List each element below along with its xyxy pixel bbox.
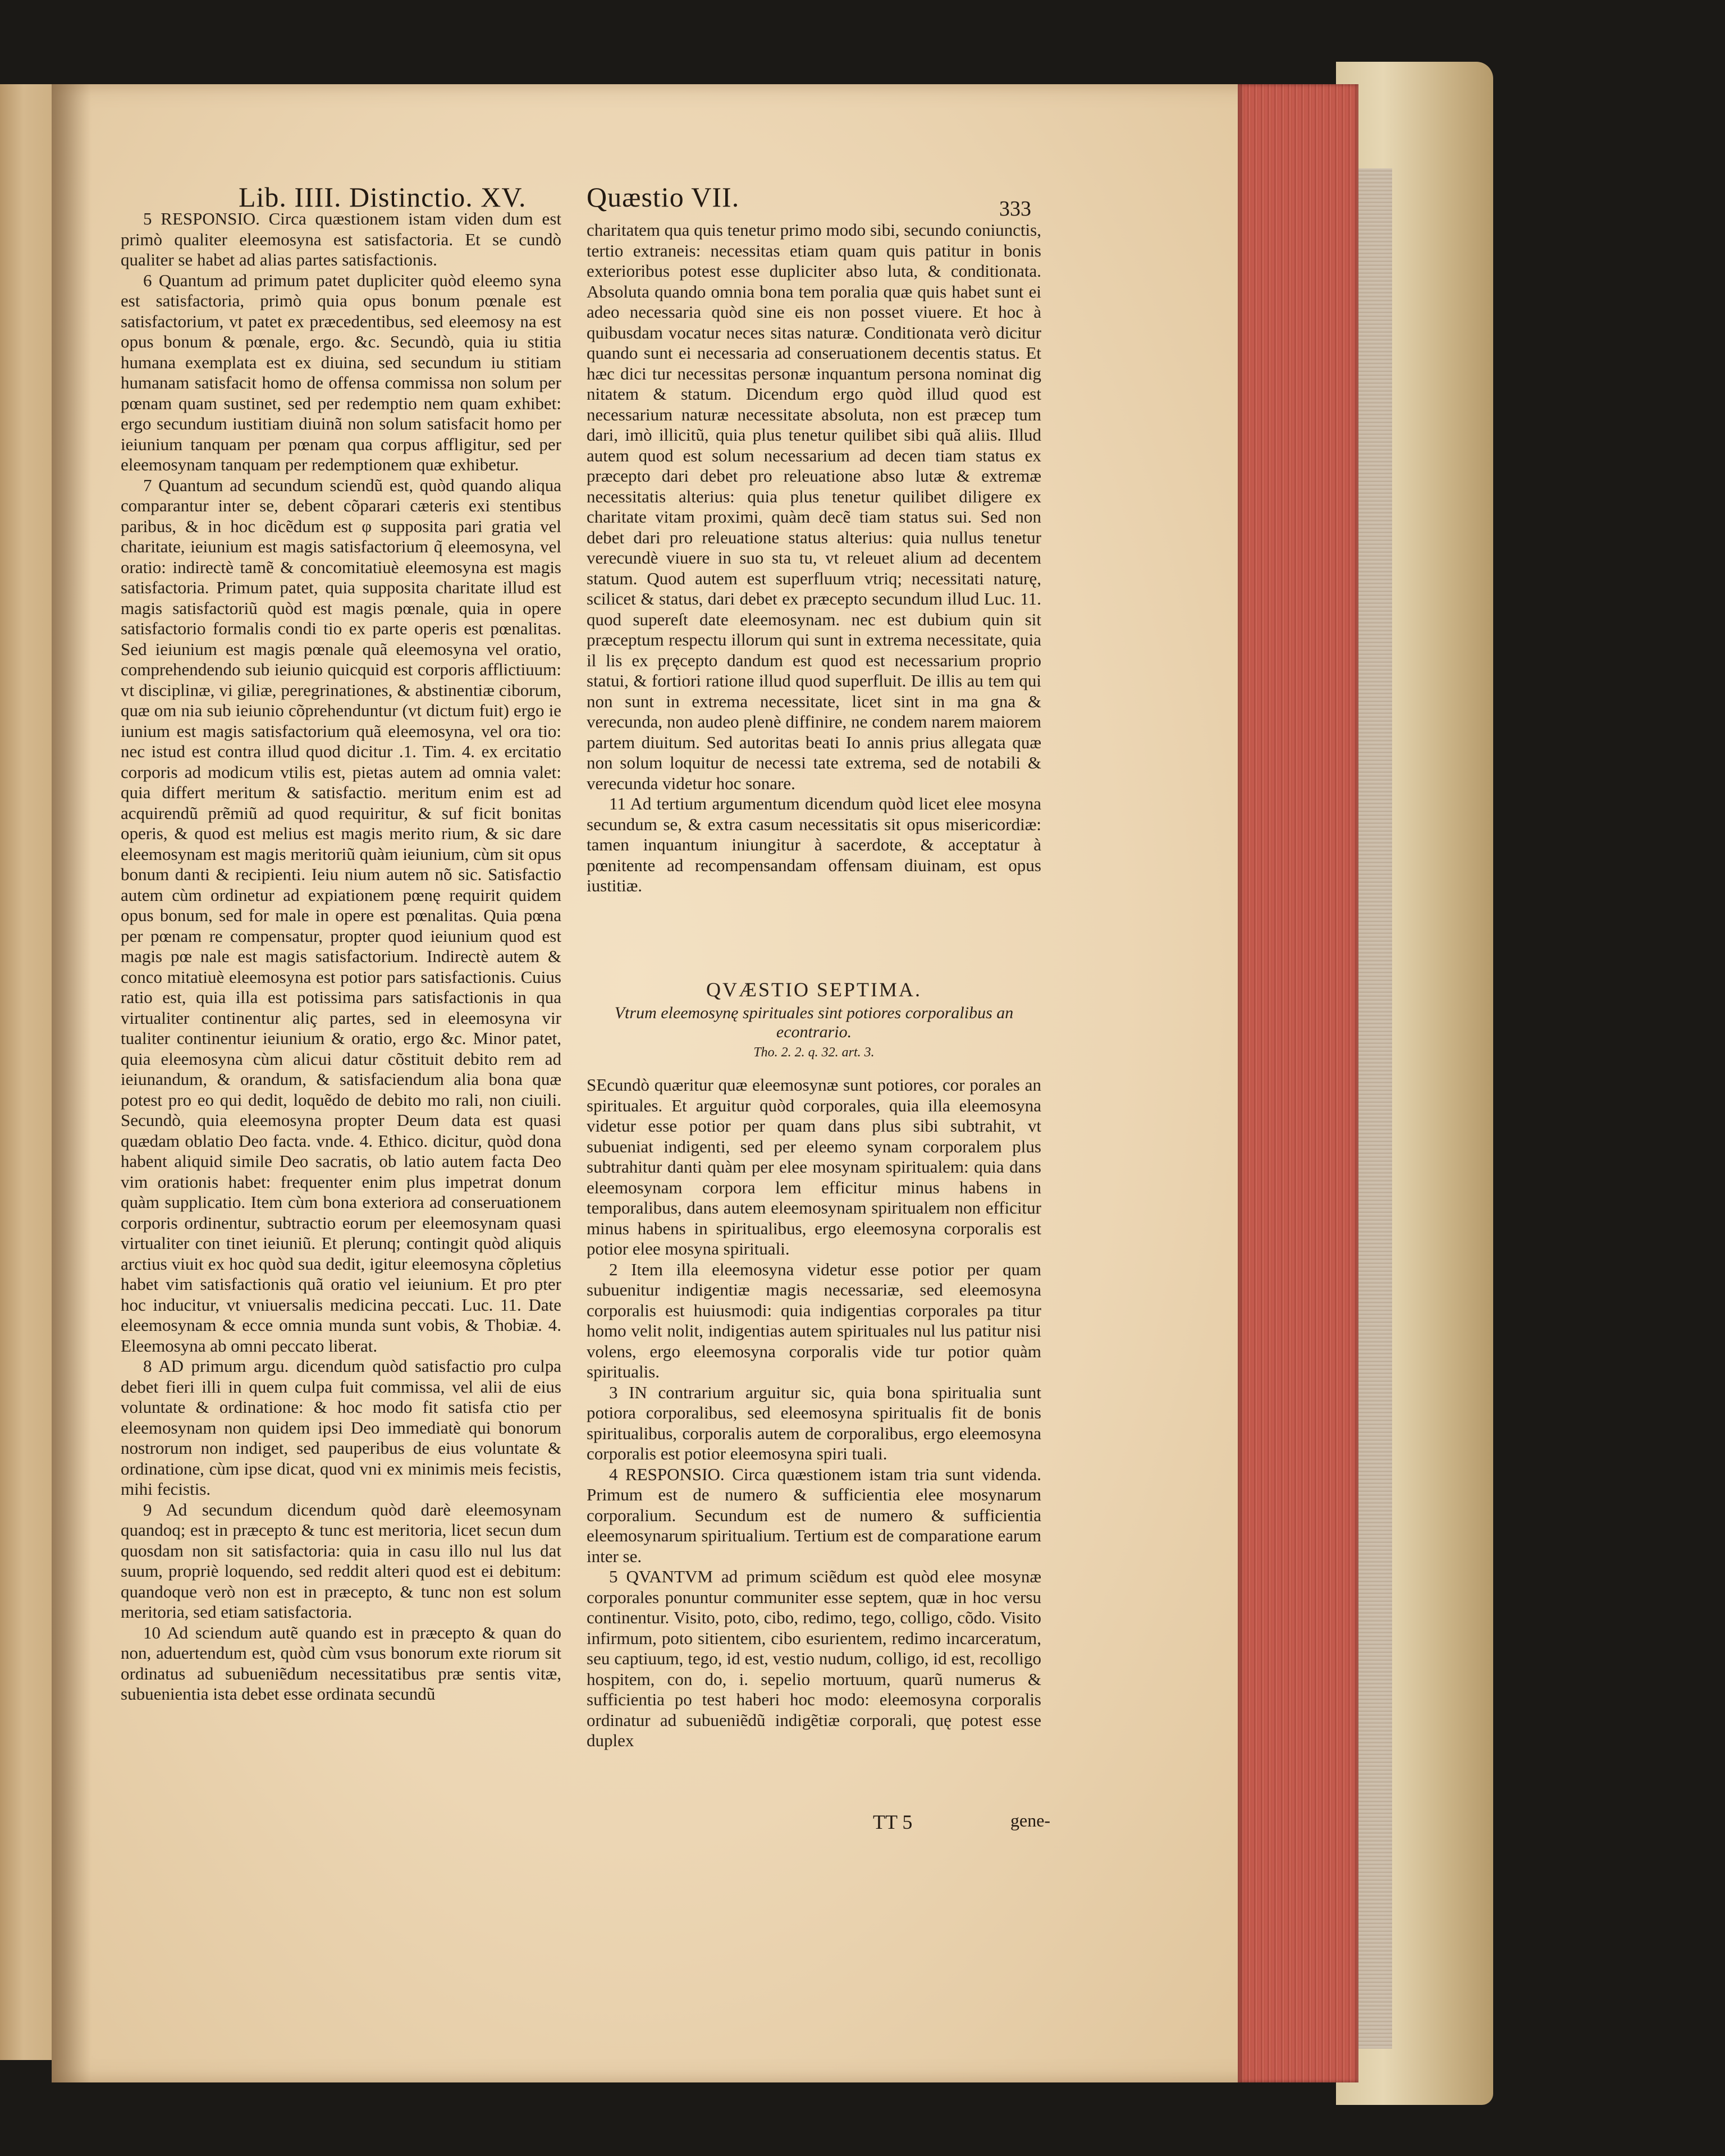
page-number: 333 (999, 197, 1031, 221)
paragraph: 8 AD primum argu. dicendum quòd satisfactio pro culpa debet fieri illi in quem culpa fuit commissa, vel alii de eius voluntate & ordinatione: & hoc modo fit satisfa ctio per eleemosynam non quidem ipsi Deo immediatè qui bonorum nostrorum non indiget, sed pauperibus de eius voluntate & ordinatione, cùm ipse dicat, quod vni ex minimis meis fecistis, mihi fecistis. (121, 1356, 561, 1499)
catchword: gene- (1010, 1810, 1051, 1830)
paragraph: charitatem qua quis tenetur primo modo sibi, secundo coniunctis, tertio extraneis: necessitas etiam quam quis patitur in bonis exterioribus potest esse dupliciter abso luta, & conditionata. Absoluta quando omnia bona tem poralia quæ quis habet sunt ei adeo necessaria quòd sine eis non posset viuere. Et hoc à quibusdam vocatur neces sitas naturæ. Conditionata verò dicitur quando sunt ei necessaria ad conseruationem decentis status. Et hæc dici tur necessitas personæ inquantum persona nominat dig nitatem & statum. Dicendum ergo quòd illud quod est necessarium naturæ necessitate absoluta, non est præcep tum dari, imò illicitũ, quia plus tenetur quilibet sibi quã aliis. Illud autem quod est solum necessarium ad decen tiam status ex præcepto dari debet pro releuatione abso lutæ & extremæ necessitatis alterius: quia plus tenetur quilibet diligere ex charitate vitam proximi, quàm decẽ tiam status sui. Sed non debet dari pro releuatione status alterius: quia nullus tenetur verecundè viuere in suo sta tu, vt releuet alium ad decentem statum. Quod autem est superfluum vtriq; necessitati naturę, scilicet & status, dari debet ex præcepto secundum illud Luc. 11. quod supereſt date eleemosynam. nec est dubium quin sit præceptum respectu illorum qui sunt in extrema necessitate, quia il lis ex pręcepto dandum est quod est necessarium proprio statui, & fortiori ratione illud quod superfluit. De illis au tem qui non sunt in extrema necessitate, licet sint in ma gna & verecunda, non audeo plenè diffinire, ne condem narem maiorem partem diuitum. Sed autoritas beati Io annis prius allegata quæ non solum loquitur de necessi tate extrema, sed de notabili & verecunda videtur hoc sonare. (587, 220, 1041, 793)
paragraph: 6 Quantum ad primum patet dupliciter quòd eleemo syna est satisfactoria, primò quia opus bonum pœnale est satisfactorium, vt patet ex præcedentibus, sed eleemosy na est opus bonum & pœnale, ergo. &c. Secundò, quia iu stitia humana exemplata est ex diuina, sed secundum iu stitiam humanam satisfacit homo de offensa commissa non solum per pœnam quam sustinet, sed per redemptio nem quam exhibet: ergo secundum iustitiam diuinã non solum satisfacit homo per ieiunium tanquam per pœnam qua corpus affligitur, sed per eleemosynam tanquam per redemptionem quæ exhibetur. (121, 270, 561, 474)
running-head-left: Lib. IIII. Distinctio. XV. (239, 181, 527, 213)
paragraph: 11 Ad tertium argumentum dicendum quòd licet elee mosyna secundum se, & extra casum necessitatis sit opus misericordiæ: tamen inquantum iniungitur à sacerdote, & acceptatur à pœnitente ad recompensandam offensam diuinam, est opus iustitiæ. (587, 794, 1041, 895)
paragraph: 9 Ad secundum dicendum quòd darè eleemosynam quandoq; est in præcepto & tunc est meritoria, licet secun dum quosdam non sit satisfactoria: quia in casu illo nul lus dat suum, propriè loquendo, sed reddit alteri quod est ei debitum: quandoque verò non est in præcepto, & tunc non est solum meritoria, sed etiam satisfactoria. (121, 1499, 561, 1622)
paragraph: 2 Item illa eleemosyna videtur esse potior per quam subuenitur indigentiæ magis necessariæ, sed eleemosyna corporalis est huiusmodi: quia indigentias corporales pa titur homo velit nolit, indigentias autem spirituales nul lus patitur nisi volens, ergo eleemosyna corporalis vide tur potior quàm spiritualis. (587, 1259, 1041, 1381)
question-title: QVÆSTIO SEPTIMA. (706, 978, 922, 1001)
signature-mark: TT 5 (873, 1811, 913, 1833)
running-head-right: Quæstio VII. (587, 181, 740, 213)
paragraph: SEcundò quæritur quæ eleemosynæ sunt potiores, cor porales an spirituales. Et arguitur quòd corporales, quia illa eleemosyna videtur esse potior per quam dans plus sibi subtrahit, vt subueniat indigenti, sed per eleemo synam corporalem plus subtrahitur danti quàm per elee mosynam spiritualem: quia dans eleemosynam corpora lem efficitur minus habens in temporalibus, dans autem eleemosynam spiritualem non efficitur minus habens in spiritualibus, ergo eleemosyna corporalis est potior elee mosyna spirituali. (587, 1075, 1041, 1258)
cover-lining (1358, 168, 1392, 2049)
paragraph: 7 Quantum ad secundum sciendũ est, quòd quando aliqua comparantur inter se, debent cõparari cæteris exi stentibus paribus, & in hoc dicẽdum est φ supposita pari gratia vel charitate, ieiunium est magis satisfactorium q̃ eleemosyna, vel oratio: indirectè tamẽ & concomitatiuè eleemosyna est magis satisfactoria. Primum patet, quia supposita charitate illud est magis satisfactoriũ quòd est magis pœnale, quia in opere satisfactorio formalis condi tio ex parte operis est pœnalitas. Sed ieiunium est magis pœnale quã eleemosyna vel oratio, comprehendendo sub ieiunio quicquid est corporis afflictiuum: vt disciplinæ, vi giliæ, peregrinationes, & abstinentiæ ciborum, quæ om nia sub ieiunio cõprehenduntur (vt dictum fuit) ergo ie iunium est magis satisfactorium quã eleemosyna, vel ora tio: nec istud est contra illud quod dicitur .1. Tim. 4. ex ercitatio corporis ad modicum vtilis est, pietas autem ad omnia valet: quia differt meritum & satisfactio. meritum enim est ad acquirendũ prẽmiũ ad quod requiritur, & suf ficit bonitas operis, & quod est melius est magis merito rium, & sic dare eleemosynam est magis meritoriũ quàm ieiunium, cùm sit opus bonum danti & recipienti. Ieiu nium autem nõ sic. Satisfactio autem cùm ordinetur ad expiationem pœnę requirit quidem opus bonum, sed for male in opere est pœnalitas. Quia pœna per pœnam re compensatur, propter quod ieiunium quod est magis pœ nale est magis satisfactorium. Indirectè autem & conco mitatiuè eleemosyna est potior pars satisfactionis. Cuius ratio est, quia illa est potissima pars satisfactionis in qua virtualiter continentur aliç partes, sed in eleemosyna vir tualiter continentur ieiunium & oratio, ergo &c. Minor patet, quia eleemosyna cùm alicui datur cõstituit debito rem ad ieiunandum, & orandum, & satisfaciendum alia bona quæ potest pro eo qui dedit, loquẽdo de debito mo rali, non ciuili. Secundò, quia eleemosyna propter Deum data est quasi quædam oblatio Deo facta. vnde. 4. Ethico. dicitur, quòd dona habent aliquid simile Deo sacratis, ob latio autem facta Deo vim orationis habet: frequenter enim plus impetrat donum quàm supplicatio. Item cùm bona exteriora ad conseruationem corporis ordinentur, subtractio eorum per eleemosynam quasi virtualiter con tinet ieiuniũ. Et plerunq; contingit quòd aliquis arctius viuit ex hoc quòd sua dedit, igitur eleemosyna cõpletius habet vim satisfactionis quã oratio vel ieiunium. Et pro pter hoc inducitur, vt vniuersalis medicina peccati. Luc. 11. Date eleemosynam & ecce omnia munda sunt vobis, & Thobiæ. 4. Eleemosyna ab omni peccato liberat. (121, 475, 561, 1356)
right-text-column-top (587, 220, 1041, 896)
paragraph: 5 RESPONSIO. Circa quæstionem istam viden dum est primò qualiter eleemosyna est satisfactoria. Et se cundò qualiter se habet ad alias partes satisfactionis. (121, 209, 561, 269)
question-reference: Tho. 2. 2. q. 32. art. 3. (753, 1045, 875, 1060)
right-text-column-bottom (587, 1075, 1041, 1751)
question-subtitle: Vtrum eleemosynę spirituales sint potiores corporalibus an econtrario. (614, 1004, 1014, 1041)
left-text-column (121, 209, 561, 1705)
paragraph: 5 QVANTVM ad primum sciẽdum est quòd elee mosynæ corporales ponuntur communiter esse septem, quæ in hoc versu continentur. Visito, poto, cibo, redimo, tego, colligo, cõdo. Visito infirmum, poto sitientem, cibo esurientem, redimo incarceratum, seu captiuum, tego, id est, vestio nudum, colligo, id est, recolligo hospitem, con do, i. sepelio mortuum, quarũ numerus & sufficientia po test haberi hoc modo: eleemosyna corporalis ordinatur ad subueniẽdũ indigẽtiæ corporali, quę potest esse duplex (587, 1567, 1041, 1750)
paragraph: 3 IN contrarium arguitur sic, quia bona spiritualia sunt potiora corporalibus, sed eleemosyna spiritualis fit de bonis spiritualibus, corporalis autem de corporalibus, ergo eleemosyna corporalis est potior eleemosyna spiri tuali. (587, 1382, 1041, 1463)
red-page-edges (1238, 84, 1358, 2082)
paragraph: 4 RESPONSIO. Circa quæstionem istam tria sunt videnda. Primum est de numero & sufficientia elee mosynarum corporalium. Secundum est de numero & sufficientia eleemosynarum spiritualium. Tertium est de comparatione earum inter se. (587, 1464, 1041, 1566)
facing-page-edge (0, 84, 54, 2060)
paragraph: 10 Ad sciendum autẽ quando est in præcepto & quan do non, aduertendum est, quòd cùm vsus bonorum exte riorum sit ordinatus ad subueniẽdum necessitatibus præ sentis vitæ, subuenientia ista debet esse ordinata secundũ (121, 1622, 561, 1704)
page-gutter (52, 84, 91, 2082)
